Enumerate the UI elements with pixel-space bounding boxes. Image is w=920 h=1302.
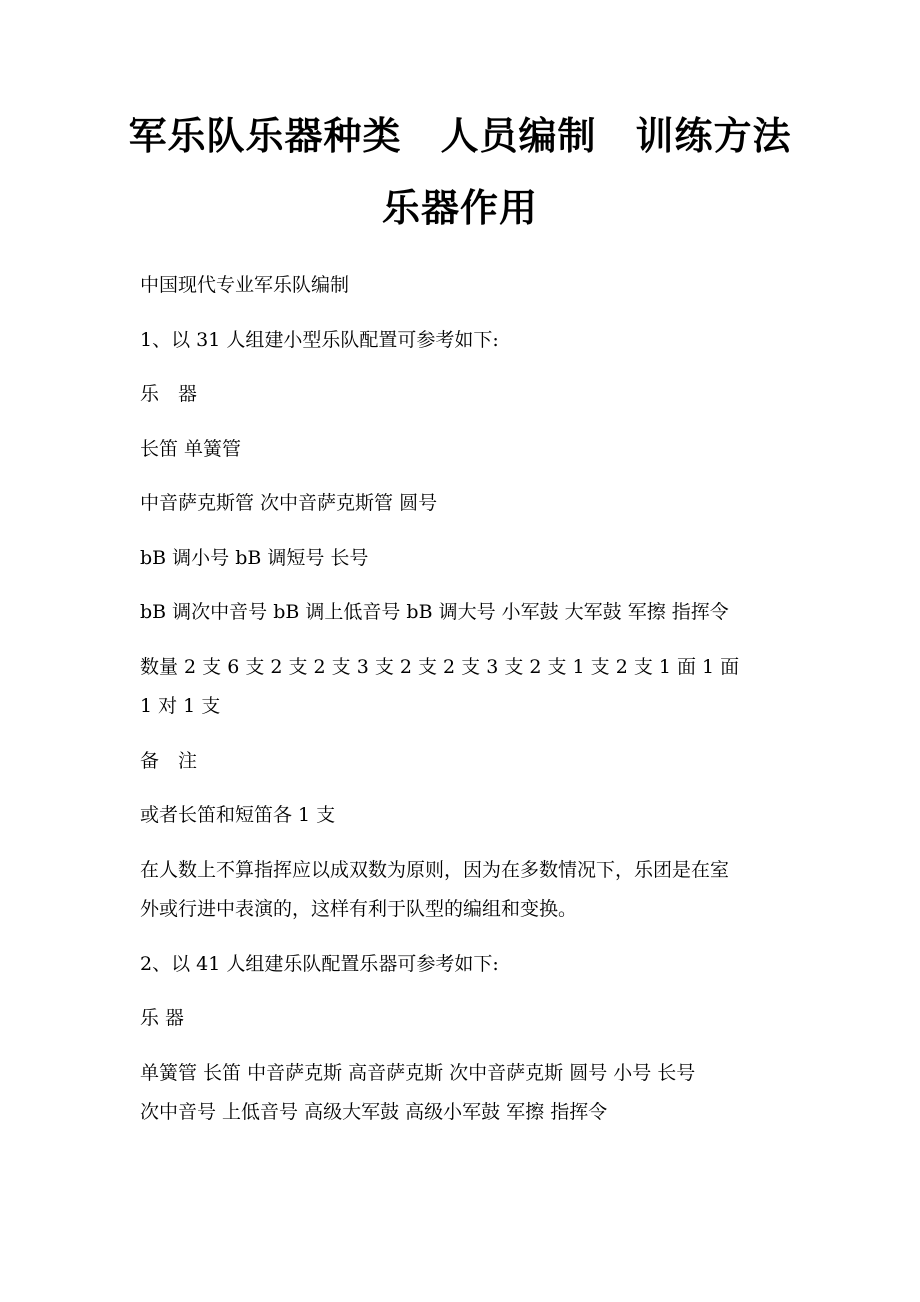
instrument-list-line: 次中音号 上低音号 高级大军鼓 高级小军鼓 军擦 指挥令 — [140, 1101, 608, 1123]
instrument-list-line: bB 调小号 bB 调短号 长号 — [140, 547, 369, 569]
quantity-line-continued: 1 对 1 支 — [140, 695, 221, 717]
remark-paragraph-line: 外或行进中表演的，这样有利于队型的编组和变换。 — [140, 898, 578, 920]
instrument-label: 乐 器 — [140, 383, 198, 405]
document-title-line-2: 乐器作用 — [381, 186, 538, 230]
instrument-label: 乐 器 — [140, 1007, 185, 1029]
document-title-line-1: 军乐队乐器种类 人员编制 训练方法 — [128, 114, 792, 158]
section-heading: 中国现代专业军乐队编制 — [140, 274, 350, 296]
instrument-list-line: 单簧管 长笛 中音萨克斯 高音萨克斯 次中音萨克斯 圆号 小号 长号 — [140, 1062, 696, 1084]
instrument-list-line: 长笛 单簧管 — [140, 438, 242, 460]
instrument-list-line: bB 调次中音号 bB 调上低音号 bB 调大号 小军鼓 大军鼓 军擦 指挥令 — [140, 601, 729, 623]
remarks-label: 备 注 — [140, 750, 198, 772]
remark-paragraph-line: 在人数上不算指挥应以成双数为原则，因为在多数情况下，乐团是在室 — [140, 859, 730, 881]
remark-text: 或者长笛和短笛各 1 支 — [140, 804, 336, 826]
config-41-intro: 2、以 41 人组建乐队配置乐器可参考如下: — [140, 953, 499, 975]
quantity-line: 数量 2 支 6 支 2 支 2 支 3 支 2 支 2 支 3 支 2 支 1 支 2 支 1 面 1 面 — [140, 656, 740, 678]
config-31-intro: 1、以 31 人组建小型乐队配置可参考如下: — [140, 329, 499, 351]
instrument-list-line: 中音萨克斯管 次中音萨克斯管 圆号 — [140, 492, 438, 514]
